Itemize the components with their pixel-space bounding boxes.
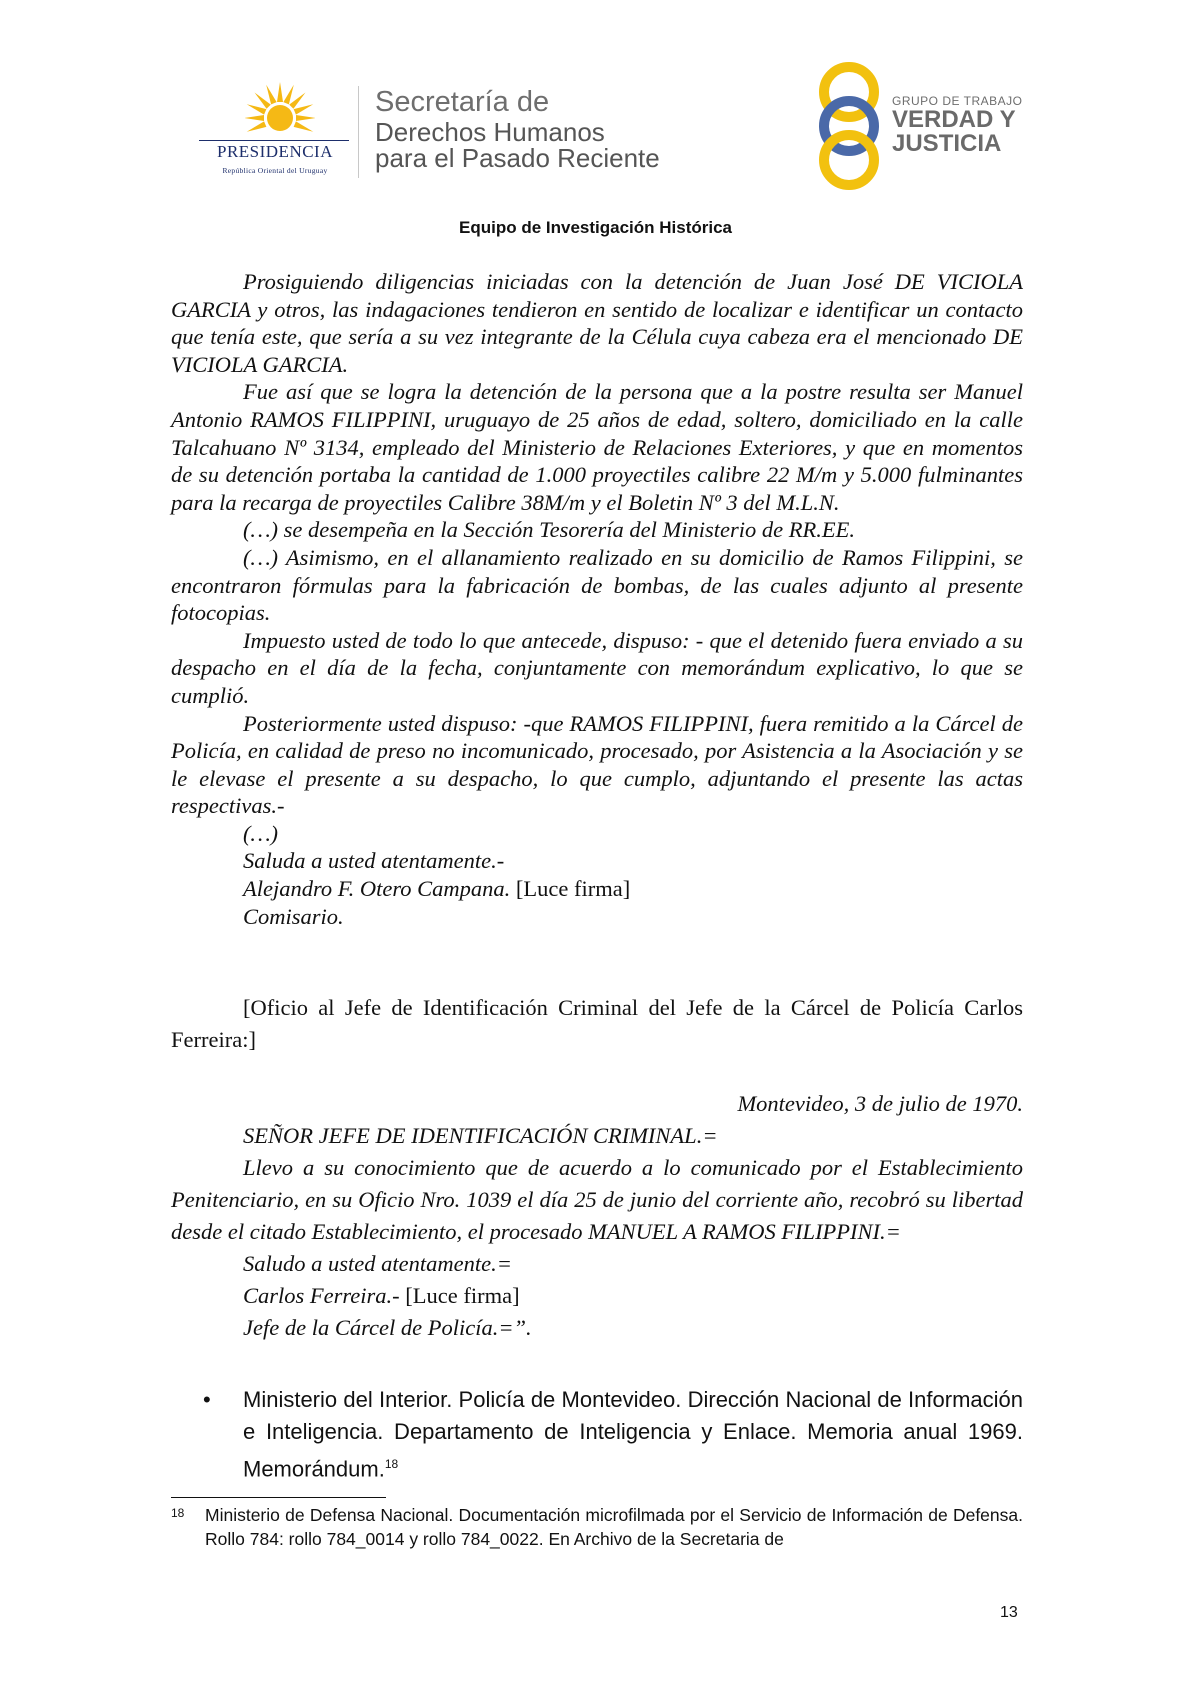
paragraph: (…) se desempeña en la Sección Tesorería del Ministerio de RR.EE. [243,517,855,543]
report-body [171,268,1023,930]
bullet-item [205,1384,1023,1485]
grupo-line1: GRUPO DE TRABAJO [892,94,1023,108]
letter-signature-note: [Luce firma] [405,1283,520,1308]
letter-salutation: SEÑOR JEFE DE IDENTIFICACIÓN CRIMINAL.= [243,1123,718,1148]
paragraph: Posteriormente usted dispuso: -que RAMOS FILIPPINI, fuera remitido a la Cárcel de Policía, en calidad de preso no incomunicado, procesado, por Asistencia a la Asociación y se le elevase el presente a su despacho, lo que cumplo, adjuntando el presente las actas respectivas.- [171,710,1023,819]
bullet-text-content: Ministerio del Interior. Policía de Montevideo. Dirección Nacional de Información e Inteligencia. Departamento de Inteligencia y Enlace. Memoria anual 1969. Memorándum. [243,1387,1023,1482]
presidencia-subtitle: República Oriental del Uruguay [222,166,328,175]
grupo-text [892,94,1022,156]
signatory-rank: Comisario. [243,903,344,929]
closing-salutation: Saluda a usted atentamente.- [243,848,505,874]
presidencia-logo [195,80,355,180]
paragraph: (…) Asimismo, en el allanamiento realizado en su domicilio de Ramos Filippini, se encontraron fórmulas para la fabricación de bombas, de las cuales adjunto al presente fotocopias. [171,544,1023,626]
letter-signatory-name: Carlos Ferreira.- [243,1283,400,1308]
presidencia-rule [199,140,349,141]
letter-body: Llevo a su conocimiento que de acuerdo a lo comunicado por el Establecimiento Penitenciario, en su Oficio Nro. 1039 el día 25 de junio del corriente año, recobró su libertad desde el citado Establecimiento, el procesado MANUEL A RAMOS FILIPPINI.= [171,1155,1023,1244]
paragraph: Impuesto usted de todo lo que antecede, dispuso: - que el detenido fuera enviado a su despacho en el día de la fecha, conjuntamente con memorándum explicativo, lo que se cumplió. [171,627,1023,708]
page-number: 13 [1000,1604,1018,1621]
bullet-symbol: • [203,1387,211,1412]
letter-block [171,1088,1023,1344]
bullet-text [243,1384,1023,1485]
header-divider [358,86,359,178]
letter-signature-line [171,1280,1023,1312]
paragraph: Fue así que se logra la detención de la persona que a la postre resulta ser Manuel Antonio RAMOS FILIPPINI, uruguayo de 25 años de edad, soltero, domiciliado en la calle Talcahuano Nº 3134, empleado del Ministerio de Relaciones Exteriores, y que en momentos de su detención portaba la cantidad de 1.000 proyectiles calibre 22 M/m y 5.000 fulminantes para la recarga de proyectiles Calibre 38M/m y el Boletin Nº 3 del M.L.N. [171,379,1023,515]
letter-signatory-rank: Jefe de la Cárcel de Policía.=”. [243,1315,532,1340]
secretaria-line2: Derechos Humanos [375,117,605,147]
presidencia-title: PRESIDENCIA [216,142,333,161]
letter-closing: Saludo a usted atentamente.= [243,1251,512,1276]
signatory-name: Alejandro F. Otero Campana. [243,876,511,902]
ellipsis-line: (…) [243,820,278,846]
grupo-line3: JUSTICIA [892,130,1002,157]
signature-line [171,875,1023,903]
oficio-intro: [Oficio al Jefe de Identificación Criminal del Jefe de la Cárcel de Policía Carlos Ferreira:] [171,995,1023,1052]
section-heading: Equipo de Investigación Histórica [459,218,732,237]
footnote-number: 18 [171,1506,185,1520]
footnote-separator [171,1497,386,1498]
linked-rings-icon [812,62,887,190]
paragraph: Prosiguiendo diligencias iniciadas con la detención de Juan José DE VICIOLA GARCIA y otros, las indagaciones tendieron en sentido de localizar e identificar un contacto que tenía este, que sería a su vez integrante de la Célula cuya cabeza era el mencionado DE VICIOLA GARCIA. [171,269,1023,377]
footnote [171,1503,1023,1551]
grupo-line2: VERDAD Y [892,106,1016,133]
signature-note: [Luce firma] [515,876,631,902]
grupo-verdad-justicia-logo [812,62,1032,192]
secretaria-title [375,88,660,171]
secretaria-line1: Secretaría de [375,86,550,118]
letter-date: Montevideo, 3 de julio de 1970. [737,1091,1023,1116]
footnote-text: Ministerio de Defensa Nacional. Documentación microfilmada por el Servicio de Información de Defensa. Rollo 784: rollo 784_0014 y rollo 784_0022. En Archivo de la Secretaria de [205,1505,1023,1549]
secretaria-line3: para el Pasado Reciente [375,143,660,173]
footnote-reference[interactable]: 18 [384,1457,399,1471]
oficio-intro-block [171,992,1023,1056]
